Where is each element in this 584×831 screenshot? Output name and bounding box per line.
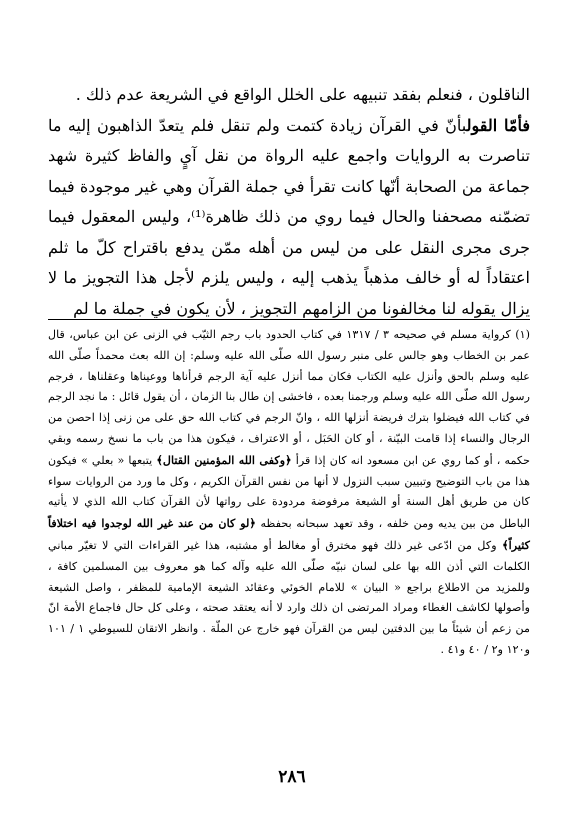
paragraph-body: بأنّ في القرآن زيادة كتمت ولم تنقل فلم يتعدّ الذاهبون إليه ما تناصرت به الروايات واجمع عليه الرواة من نقل آيٍ والفاظ كثيرة شهد جماعة من الصحابة أنّها كانت تقرأ في جملة القرآن وهي غير موجودة فيما تضمّنه مصحفنا والحال فيما روي من ذلك ظاهرة⁽¹⁾، وليس المعقول فيما جرى مجرى النقل على من ليس من أهله ممّن يدفع باقتراح كلّ ما ثلم اعتقاداً له أو خالف مذهباً يذهب إليه ، وليس يلزم لأجل هذا التجويز ما لا يزال يقوله لنا مخالفونا من الزامهم التجويز ، لأن يكون في جملة ما لم: [48, 115, 531, 318]
footnote-part-1: (١) كرواية مسلم في صحيحه ٣ / ١٣١٧ في كتاب الحدود باب رجم الثيّب في الزنى عن ابن عباس، قال عمر بن الخطاب وهو جالس على منبر رسول الله صلّى الله عليه وسلم: إن الله بعث محمداً صلّى الله عليه وسلم بالحق وأنزل عليه الكتاب فكان مما أنزل عليه آية الرجم قرأناها ووعيناها وعقلناها ، فرجم رسول الله صلّى الله عليه وسلم ورجمنا بعده ، فاخشى إن طال بنا الزمان ، أن يقول قائل : ما نجد الرجم في كتاب الله فيضلوا بترك فريضة أنزلها الله ، وانّ الرجم في كتاب الله حق على من زنى إذا احصن من الرجال والنساء إذا قامت البيّنة ، أو كان الحَبَل ، أو الاعتراف ، فيكون هذا من باب ما نسخ رسمه وبقي حكمه ، أو كما روي عن ابن مسعود انه كان إذا قرأ: [48, 328, 531, 467]
footnote-part-3: وكل من ادّعى غير ذلك فهو مخترق أو مغالط أو مشتبه، هذا غير القراءات التي لا تغيّر مباني الكلمات التي أذن الله بها على لسان نبيّه صلّى الله عليه وآله كما هو معروف بين المسلمين كافة ، وللمزيد من الاطلاع براجع « البيان » للامام الخوئي وعقائد الشيعة الإمامية للمظفر ، واصل الشيعة وأصولها لكاشف الغطاء ومراد المرتضى ان ذلك وارد لا أنه يعتقد صحته ، وعلى كل حال فاجماع الأمة انّ من زعم أن شيئاً ما بين الدفتين ليس من القرآن فهو خارج عن الملّة . وانظر الاتقان للسيوطي ١ / ١٠١ و١٢٠ و٢ / ٤٠ و٤١ .: [48, 538, 530, 656]
quran-quote-2: ﴿لو كان من عند غير الله لوجدوا فيه اختلافاً كثيراً﴾: [48, 516, 530, 552]
paragraph-lead: فأمّا القول: [466, 115, 531, 135]
footnote-part-2: يتبعها « بعلي » فيكون هذا من باب التوضيح وتبيين سبب النزول لا أنها من نفس القرآن الكريم ، وكل ما ورد من الروايات سواء كان من طريق أهل السنة أو الشيعة مرفوضة مردودة على رواتها لأن القرآن كتاب الله الذي لا يأتيه الباطل من بين يديه ومن خلفه ، وقد تعهد سبحانه بحفظه: [48, 453, 530, 531]
footnote-block: [48, 325, 530, 661]
footnote-1: [48, 325, 530, 661]
footnote-separator: [48, 319, 530, 320]
main-paragraph: [48, 111, 530, 325]
opening-line: الناقلون ، فنعلم بفقد تنبيهه على الخلل الواقع في الشريعة عدم ذلك .: [75, 85, 530, 104]
main-text: [48, 80, 530, 324]
quran-quote-1: ﴿وكفى الله المؤمنين القتال﴾: [156, 452, 292, 467]
page-number: ٢٨٦: [278, 767, 306, 787]
